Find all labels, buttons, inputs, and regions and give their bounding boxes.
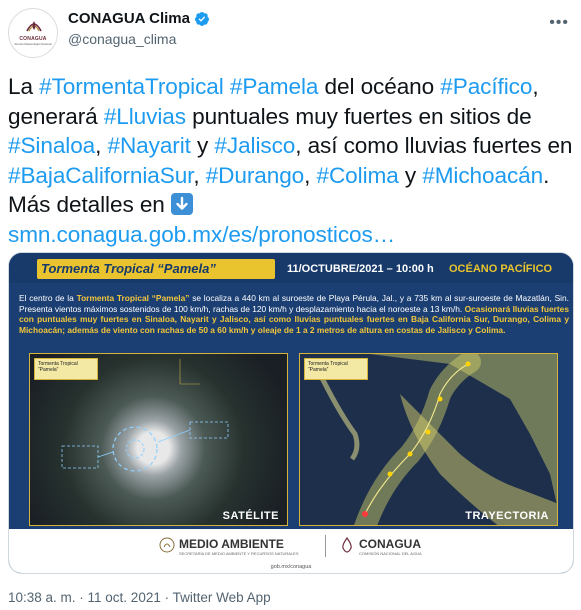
avatar-logo-text: CONAGUA (19, 36, 47, 42)
tweet-text (8, 72, 574, 249)
tweet-text-segment: del océano (318, 74, 441, 99)
hashtag-link[interactable]: #Pacífico (440, 74, 533, 99)
trajectory-panel-label: TRAYECTORIA (465, 510, 549, 522)
footer-gob-url: gob.mx/conagua (270, 564, 312, 570)
media-footer (9, 529, 573, 574)
hashtag-link[interactable]: #Jalisco (214, 133, 296, 158)
hashtag-link[interactable]: #Pamela (229, 74, 319, 99)
author-handle[interactable]: @conagua_clima (68, 31, 177, 47)
trajectory-panel (299, 353, 558, 526)
tweet-text-segment: y (398, 162, 423, 188)
tweet-text-segment: La (8, 74, 40, 99)
tweet-text-segment: . Más detalles en (8, 162, 550, 217)
author-display-name-row[interactable] (68, 10, 210, 27)
media-ocean: OCÉANO PACÍFICO (449, 263, 553, 275)
hashtag-link[interactable]: #Colima (316, 162, 399, 188)
url-link[interactable]: smn.conagua.gob.mx/es/pronosticos… (8, 221, 396, 247)
verified-badge-icon (194, 11, 210, 27)
hashtag-link[interactable]: #Durango (205, 162, 305, 188)
avatar[interactable] (8, 8, 58, 58)
conagua-logo-icon (9, 9, 58, 58)
footer-divider (325, 535, 326, 557)
tweet-media-image[interactable] (8, 252, 574, 574)
author-names (68, 10, 210, 47)
hashtag-link[interactable]: #BajaCaliforniaSur (8, 162, 194, 188)
tweet-timestamp[interactable]: 10:38 a. m. · 11 oct. 2021 · Twitter Web App (8, 590, 271, 605)
media-body-segment: se localiza a 440 km al suroeste de Playa Pérula, Jal., y a 735 km al sur-suroeste de Mazatlán, Sin. Presenta vientos máximos sostenidos de 100 km/h, rachas de 120 km/h y desplazamiento hacia el noroeste a 13 km/h. (19, 293, 569, 314)
media-body-highlight: Tormenta Tropical “Pamela” (76, 293, 190, 303)
tweet-header (8, 8, 573, 64)
footer-medio-ambiente: MEDIO AMBIENTE (179, 537, 284, 551)
satellite-panel-label: SATÉLITE (222, 510, 279, 522)
tweet-text-segment: , (193, 162, 206, 188)
author-display-name[interactable]: CONAGUA Clima (68, 10, 190, 27)
avatar-logo-subtext: Servicio Meteorológico Nacional (14, 43, 52, 46)
hashtag-link[interactable]: #Nayarit (107, 133, 191, 158)
tweet-text-segment: , generará (8, 74, 539, 129)
media-title: Tormenta Tropical “Pamela” (41, 261, 216, 276)
hashtag-link[interactable]: #Lluvias (103, 103, 186, 129)
satellite-panel (29, 353, 288, 526)
trajectory-panel-tag: Tormenta Tropical “Pamela” (304, 358, 368, 380)
tweet-text-segment: , (95, 133, 108, 158)
media-body-text (19, 293, 569, 335)
tweet-text-segment: , (304, 162, 317, 188)
satellite-panel-tag: Tormenta Tropical “Pamela” (34, 358, 98, 380)
tweet-text-segment: puntuales muy fuertes en sitios de (185, 103, 532, 129)
conagua-drop-icon (339, 537, 355, 553)
hashtag-link[interactable]: #Michoacán (422, 162, 544, 188)
footer-medio-ambiente-sub: SECRETARÍA DE MEDIO AMBIENTE Y RECURSOS NATURALES (179, 551, 299, 556)
media-body-segment: El centro de la (19, 293, 77, 303)
media-date: 11/OCTUBRE/2021 – 10:00 h (287, 263, 434, 275)
tweet-text-segment: , así como lluvias fuertes en (295, 133, 573, 158)
footer-conagua: CONAGUA (359, 537, 421, 551)
mexico-emblem-icon (159, 537, 175, 553)
more-options-icon[interactable]: ••• (549, 14, 569, 31)
media-body-highlight: Ocasionará lluvias fuertes con puntuales muy fuertes en Sinaloa, Nayarit y Jalisco, así como lluvias puntuales fuertes en Baja California Sur, Durango, Colima y Michoacán; además de viento con rachas de 50 a 60 km/h y oleaje de 1 a 2 metros de altura en costas de Jalisco y Colima. (19, 303, 569, 335)
tweet-text-segment: y (190, 133, 215, 158)
down-arrow-emoji-icon (171, 193, 193, 215)
hashtag-link[interactable]: #TormentaTropical (39, 74, 224, 99)
hashtag-link[interactable]: #Sinaloa (8, 133, 96, 158)
footer-conagua-sub: COMISIÓN NACIONAL DEL AGUA (359, 551, 422, 556)
